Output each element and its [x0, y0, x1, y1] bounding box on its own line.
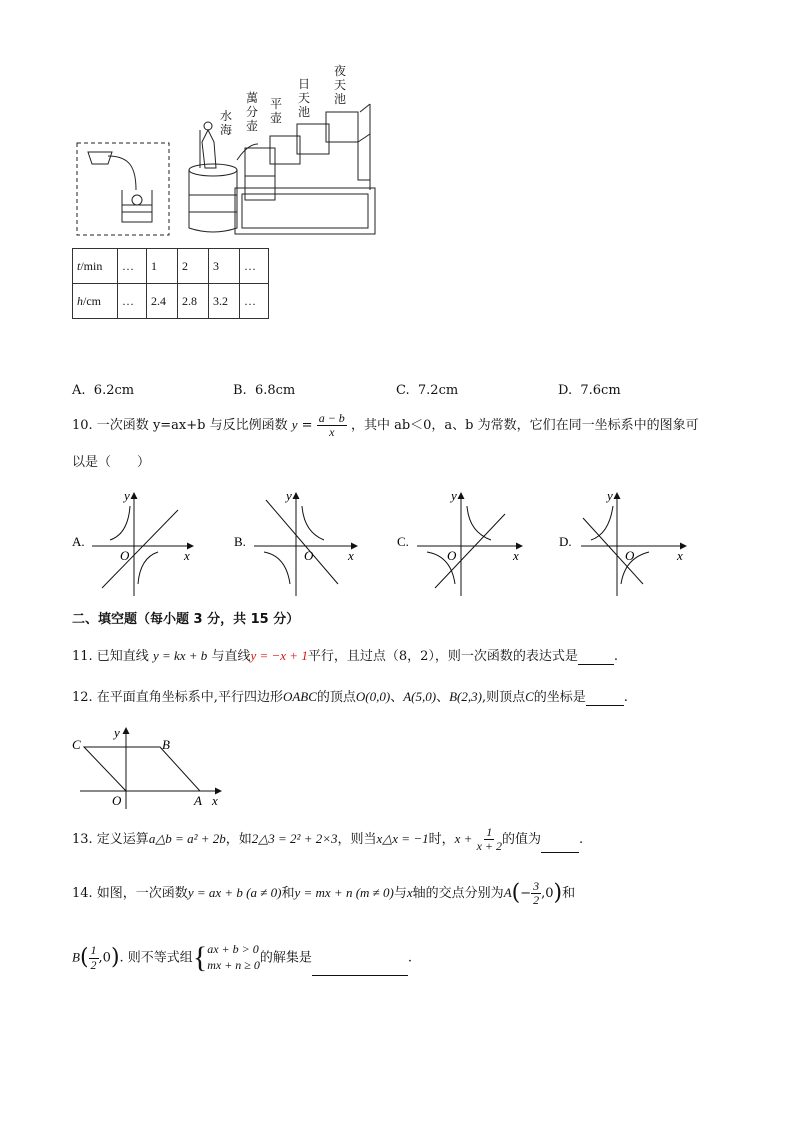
table-cell: … — [118, 249, 147, 284]
q10-stem: 10. 一次函数 y=ax+b 与反比例函数 y = $\frac{a - b}{x}$ ，其中 ab＜0，a、b 为常数，它们在同一坐标系中的图象可 — [72, 411, 699, 440]
q10-fraction: $\frac{a - b}{x}$ — [318, 411, 345, 440]
svg-text:y: y — [114, 725, 120, 740]
table-cell: 2 — [178, 249, 209, 284]
table-cell: t/min — [73, 249, 118, 284]
q9-option-b: B. 6.8cm — [233, 383, 296, 398]
svg-text:y: y — [124, 488, 130, 503]
svg-text:y: y — [286, 488, 292, 503]
label-pinghu: 平壶 — [270, 97, 283, 125]
q11: 11. 已知直线 y = kx + b 与直线y = −x + 1平行，且过点（8，2），则一次函数的表达式是 . — [72, 648, 619, 664]
table-cell: 2.4 — [147, 284, 178, 319]
table-row — [73, 284, 269, 319]
label-ye-tianchi: 夜天池 — [334, 64, 347, 106]
svg-text:B.: B. — [234, 534, 246, 549]
graph-d — [559, 488, 685, 596]
answer-blank[interactable] — [312, 975, 408, 976]
table-row — [73, 249, 269, 284]
svg-text:x: x — [184, 548, 190, 563]
table-cell: 3 — [209, 249, 240, 284]
label-ri-tianchi: 日天池 — [298, 77, 311, 119]
svg-text:C: C — [72, 737, 81, 752]
inset-funnel — [88, 152, 112, 164]
q9-option-d: D. 7.6cm — [558, 383, 621, 398]
svg-text:D.: D. — [559, 534, 572, 549]
water-sea-vessel — [189, 170, 237, 232]
svg-text:C.: C. — [397, 534, 409, 549]
inset-dashed-box — [77, 143, 169, 235]
inequality-system: ax + b > 0 mx + n ≥ 0 — [207, 942, 260, 972]
table-cell: h/cm — [73, 284, 118, 319]
svg-text:y: y — [607, 488, 613, 503]
immortal-figure — [202, 130, 216, 168]
q10-graphs — [70, 488, 700, 600]
table-cell: 3.2 — [209, 284, 240, 319]
q14-line2: B( $\frac{1}{2}$ ,0). 则不等式组{ ax + b > 0 mx + n ≥ 0 的解集是 . — [72, 941, 413, 974]
svg-text:O: O — [120, 548, 130, 563]
svg-text:O: O — [112, 793, 122, 808]
svg-text:x: x — [348, 548, 354, 563]
q14-line1: 14. 如图，一次函数y = ax + b (a ≠ 0)和y = mx + n (m ≠ 0)与x轴的交点分别为A(− $\frac{3}{2}$ ,0)和 — [72, 879, 576, 908]
q12-parallelogram-figure — [70, 725, 230, 811]
q9-option-a: A. 6.2cm — [72, 383, 135, 398]
q10-stem-line2: 以是（ ） — [72, 455, 151, 470]
svg-text:x: x — [677, 548, 683, 563]
label-wanfenhu: 萬分壶 — [246, 91, 259, 133]
section-heading: 二、填空题（每小题 3 分，共 15 分） — [72, 612, 300, 627]
answer-blank[interactable] — [541, 852, 579, 853]
time-height-table — [72, 248, 269, 319]
table-cell: … — [118, 284, 147, 319]
answer-blank[interactable] — [578, 664, 614, 665]
svg-text:x: x — [513, 548, 519, 563]
ri-tianchi-vessel — [297, 124, 329, 154]
answer-blank[interactable] — [586, 705, 624, 706]
table-cell: 1 — [147, 249, 178, 284]
svg-text:A.: A. — [72, 534, 85, 549]
label-shuihai: 水海 — [220, 109, 233, 137]
base-cabinet — [235, 188, 375, 234]
svg-text:O: O — [304, 548, 314, 563]
svg-text:y: y — [451, 488, 457, 503]
svg-text:O: O — [447, 548, 457, 563]
table-cell: 2.8 — [178, 284, 209, 319]
q13-fraction: $\frac{1}{x + 2}$ — [476, 825, 502, 854]
graph-c — [397, 488, 521, 596]
graph-a — [72, 488, 192, 596]
inset-float — [132, 195, 142, 205]
q13: 13. 定义运算a△b = a² + 2b，如2△3 = 2² + 2×3，则当x△x = −1时，x + $\frac{1}{x + 2}$ 的值为 . — [72, 825, 584, 854]
svg-text:B: B — [162, 737, 170, 752]
svg-text:A: A — [194, 793, 202, 808]
q12: 12. 在平面直角坐标系中,平行四边形OABC的顶点O(0,0)、A(5,0)、B(2,3),则顶点C的坐标是 . — [72, 689, 628, 705]
graph-b — [234, 488, 356, 596]
red-formula: y = −x + 1 — [250, 648, 308, 663]
svg-text:O: O — [625, 548, 635, 563]
q9-option-c: C. 7.2cm — [396, 383, 459, 398]
table-cell: … — [240, 284, 269, 319]
ye-tianchi-vessel — [326, 112, 358, 142]
clepsydra-figure — [70, 60, 390, 245]
table-cell: … — [240, 249, 269, 284]
svg-text:x: x — [212, 793, 218, 808]
